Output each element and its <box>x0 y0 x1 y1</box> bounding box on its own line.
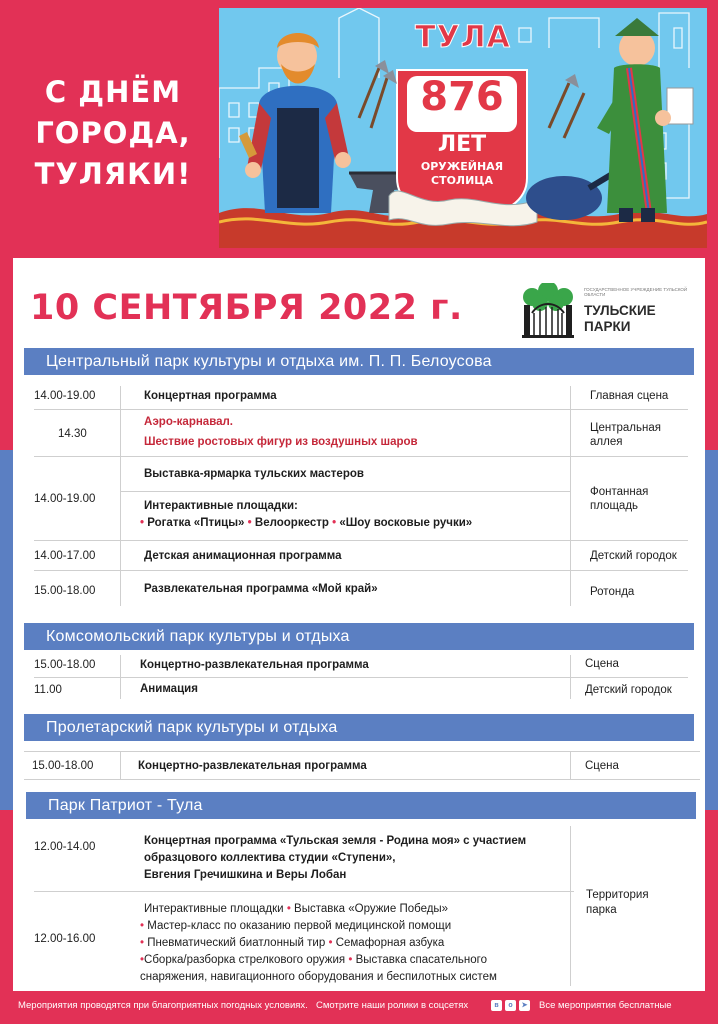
time-cell: 14.00-19.00 <box>34 493 96 505</box>
time-cell: 11.00 <box>34 684 62 696</box>
time-cell: 12.00-14.00 <box>34 841 96 853</box>
time-cell: 15.00-18.00 <box>34 659 96 671</box>
column-divider <box>570 655 571 699</box>
activity-list: снаряжения, навигационного оборудования и беспилотных систем <box>140 971 497 983</box>
place-cell: Сцена <box>585 760 619 772</box>
event-cell: Евгения Гречишкина и Веры Лобан <box>144 869 347 881</box>
activity-list: • Мастер-класс по оказанию первой медицинской помощи <box>140 920 452 932</box>
place-cell: Главная сцена <box>590 390 669 402</box>
column-divider <box>570 826 571 986</box>
event-cell: Развлекательная программа «Мой край» <box>144 583 378 595</box>
row-divider <box>120 491 570 492</box>
place-cell: Сцена <box>585 658 619 670</box>
section-header-proletarsky-park: Пролетарский парк культуры и отдыха <box>24 714 694 741</box>
time-cell: 14.00-17.00 <box>34 550 96 562</box>
activity-list: • Пневматический биатлонный тир • Семафорная азбука <box>140 937 445 949</box>
activity-list: • Рогатка «Птицы» • Велооркестр • «Шоу восковые ручки» <box>140 517 473 529</box>
place-cell: площадь <box>590 500 639 512</box>
event-cell: Анимация <box>140 683 198 695</box>
event-cell: Концертно-развлекательная программа <box>138 760 367 772</box>
event-cell: Концертно-развлекательная программа <box>140 659 369 671</box>
place-cell: Детский городок <box>585 684 672 696</box>
time-cell: 12.00-16.00 <box>34 933 96 945</box>
row-divider <box>24 751 700 752</box>
row-divider <box>34 540 688 541</box>
time-cell: 15.00-18.00 <box>32 760 94 772</box>
banner-years-number: 876 <box>420 74 504 120</box>
column-divider <box>570 752 571 779</box>
footer-social-note: Смотрите наши ролики в соцсетях <box>316 1000 469 1011</box>
ok-icon[interactable]: о <box>505 1000 516 1011</box>
footer-free-note: Все мероприятия бесплатные <box>539 1000 672 1011</box>
time-cell: 14.30 <box>58 428 87 440</box>
vk-icon[interactable]: в <box>491 1000 502 1011</box>
telegram-icon[interactable]: ➤ <box>519 1000 530 1011</box>
row-divider <box>34 456 688 457</box>
event-cell: Детская анимационная программа <box>144 550 342 562</box>
place-cell: аллея <box>590 436 623 448</box>
place-cell: Детский городок <box>590 550 677 562</box>
footer <box>0 996 718 1024</box>
column-divider <box>120 386 121 606</box>
section-header-patriot-park: Парк Патриот - Тула <box>26 792 696 819</box>
greeting-heading: С ДНЁМ ГОРОДА, ТУЛЯКИ! <box>34 75 192 191</box>
tula-parks-logo: ГОСУДАРСТВЕННОЕ УЧРЕЖДЕНИЕ ТУЛЬСКОЙ ОБЛАСТИ ТУЛЬСКИЕ ПАРКИ <box>518 283 698 339</box>
place-cell: Ротонда <box>590 586 635 598</box>
blacksmith-figure <box>239 33 351 213</box>
event-cell-highlight: Аэро-карнавал. <box>144 416 234 428</box>
banner-city-title: ТУЛА <box>415 20 511 55</box>
activity-list: •Сборка/разборка стрелкового оружия • Выставка спасательного <box>140 954 487 966</box>
row-divider <box>34 570 688 571</box>
place-cell: Фонтанная <box>590 486 649 498</box>
footer-weather-note: Мероприятия проводятся при благоприятных погодных условиях. <box>18 1000 308 1011</box>
event-cell: Концертная программа <box>144 390 277 402</box>
event-cell: образцового коллектива студии «Ступени», <box>144 852 396 864</box>
column-divider <box>570 386 571 606</box>
place-cell: Территория <box>586 889 649 901</box>
event-date: 10 СЕНТЯБРЯ 2022 г. <box>30 288 463 328</box>
event-cell: Концертная программа «Тульская земля - Родина моя» с участием <box>144 835 527 847</box>
place-cell: парка <box>586 904 617 916</box>
event-cell: Выставка-ярмарка тульских мастеров <box>144 468 364 480</box>
banner-years-word: ЛЕТ <box>437 132 487 157</box>
row-divider <box>24 779 700 780</box>
column-divider <box>120 655 121 699</box>
place-cell: Центральная <box>590 422 661 434</box>
row-divider <box>34 677 688 678</box>
section-header-komsomolsky-park: Комсомольский парк культуры и отдыха <box>24 623 694 650</box>
column-divider <box>120 752 121 779</box>
event-cell: Интерактивные площадки: <box>144 500 298 512</box>
banner-subtitle: ОРУЖЕЙНАЯ СТОЛИЦА <box>420 160 504 187</box>
event-cell-highlight: Шествие ростовых фигур из воздушных шаров <box>144 436 418 448</box>
row-divider <box>34 891 574 892</box>
anniversary-banner <box>219 8 707 248</box>
time-cell: 15.00-18.00 <box>34 585 96 597</box>
section-header-central-park: Центральный парк культуры и отдыха им. П. П. Белоусова <box>24 348 694 375</box>
park-gate-icon <box>518 283 578 339</box>
time-cell: 14.00-19.00 <box>34 390 96 402</box>
activity-list: Интерактивные площадки • Выставка «Оружие Победы» <box>144 903 449 915</box>
row-divider <box>34 409 688 410</box>
